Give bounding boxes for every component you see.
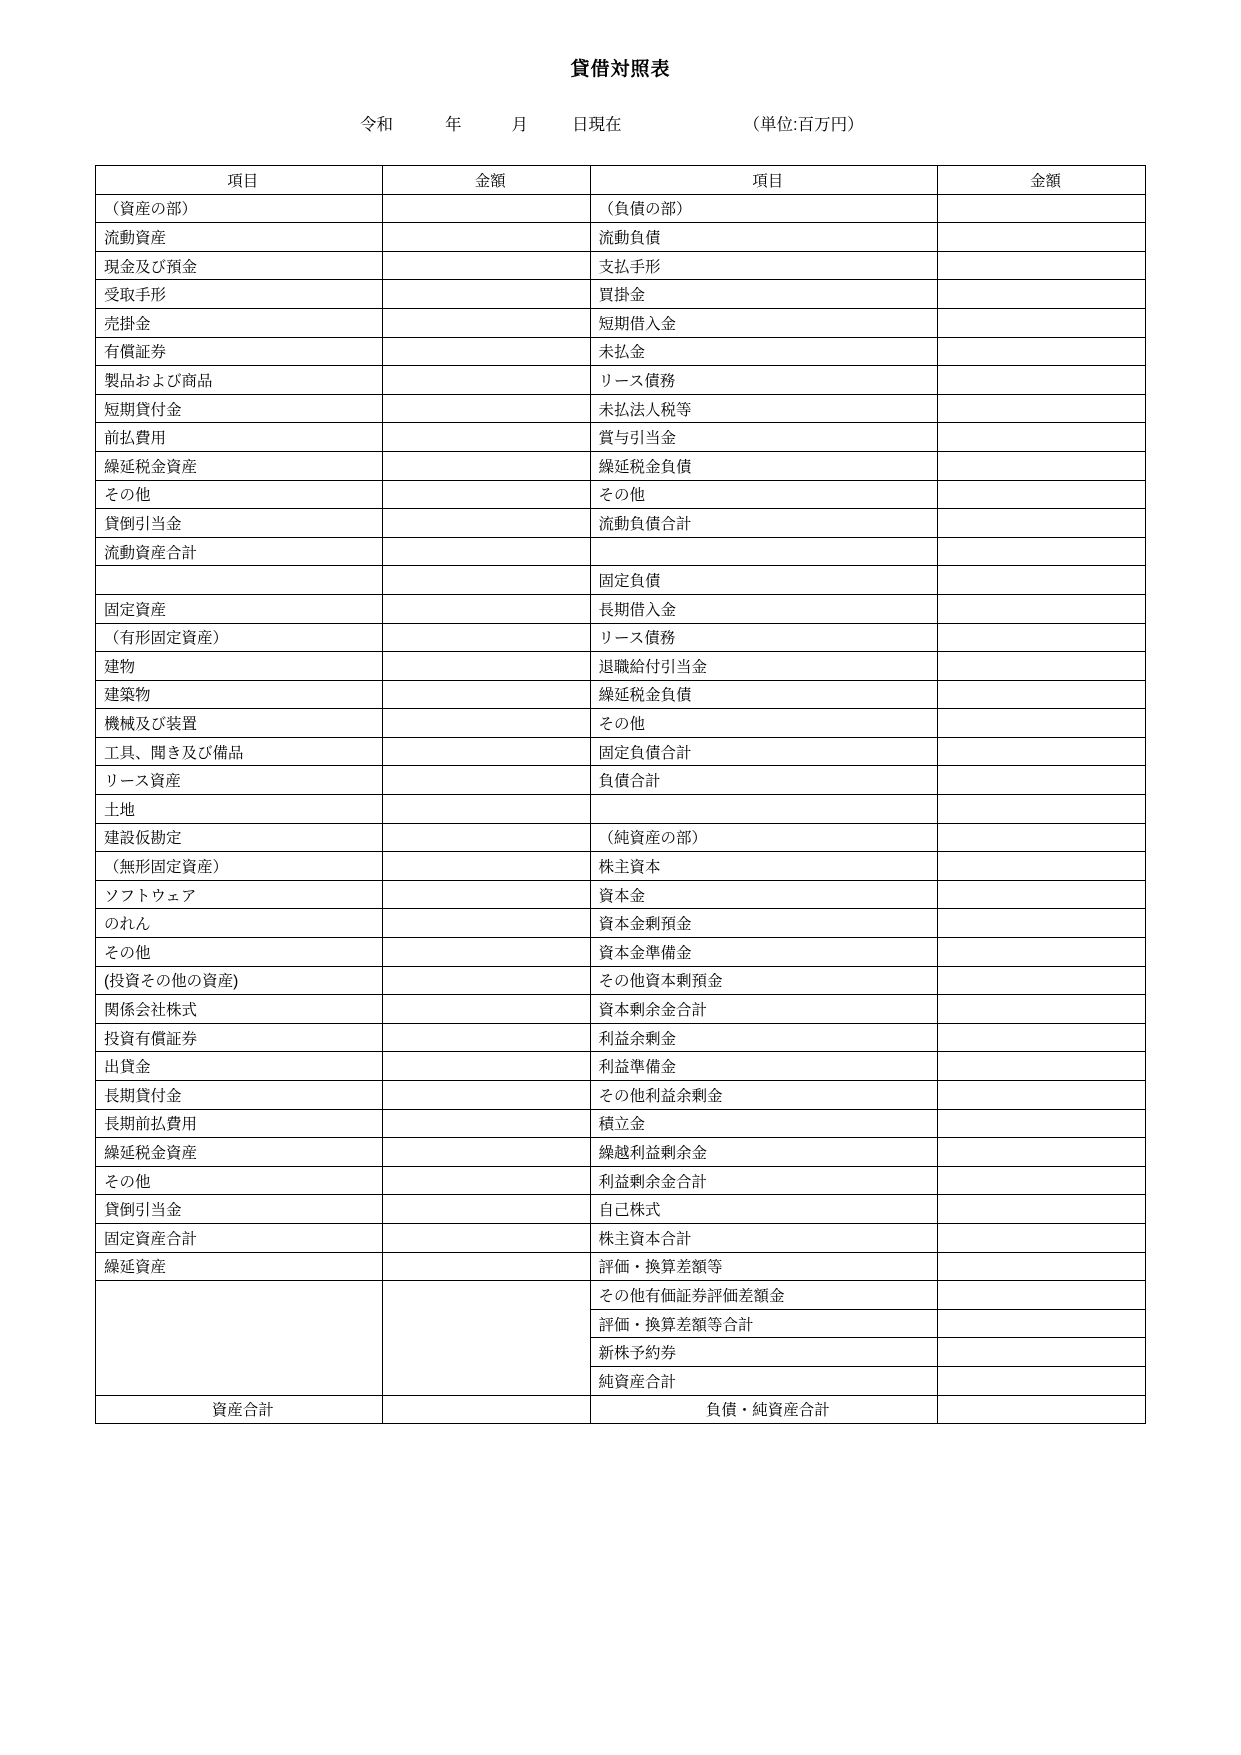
row-right-1-label: 流動負債	[590, 223, 937, 252]
row-left-1-label: 流動資産	[96, 223, 383, 252]
row-left-17-label: 建築物	[96, 680, 383, 709]
row-right-40-amount[interactable]	[938, 1338, 1146, 1367]
row-right-19-label: 固定負債合計	[590, 737, 937, 766]
row-right-41-amount[interactable]	[938, 1366, 1146, 1395]
table-row	[96, 766, 1146, 795]
row-right-blank-12-amount[interactable]	[938, 537, 1146, 566]
row-right-35-label: 自己株式	[590, 1195, 937, 1224]
table-row	[96, 1166, 1146, 1195]
row-left-5-label: 有償証券	[96, 337, 383, 366]
row-left-32-amount[interactable]	[382, 1109, 590, 1138]
row-left-29-amount[interactable]	[382, 1023, 590, 1052]
table-row	[96, 623, 1146, 652]
row-left-23-label: （無形固定資産）	[96, 852, 383, 881]
table-row	[96, 537, 1146, 566]
row-right-29-label: 利益余剰金	[590, 1023, 937, 1052]
table-row	[96, 795, 1146, 824]
row-left-0-amount[interactable]	[382, 194, 590, 223]
row-right-16-label: 退職給付引当金	[590, 652, 937, 681]
header-amount-left: 金額	[382, 166, 590, 195]
row-right-29-amount[interactable]	[938, 1023, 1146, 1052]
row-left-blank-39-amount[interactable]	[382, 1309, 590, 1338]
row-right-8-amount[interactable]	[938, 423, 1146, 452]
row-left-34-amount[interactable]	[382, 1166, 590, 1195]
row-right-32-amount[interactable]	[938, 1109, 1146, 1138]
table-row	[96, 909, 1146, 938]
row-left-1-amount[interactable]	[382, 223, 590, 252]
row-left-9-amount[interactable]	[382, 451, 590, 480]
balance-sheet-table	[95, 165, 1146, 1424]
table-row	[96, 223, 1146, 252]
row-right-33-amount[interactable]	[938, 1138, 1146, 1167]
row-right-4-label: 短期借入金	[590, 308, 937, 337]
unit-note: （単位:百万円）	[743, 116, 864, 134]
total-assets-amount[interactable]	[382, 1395, 590, 1424]
row-right-37-amount[interactable]	[938, 1252, 1146, 1281]
row-left-4-amount[interactable]	[382, 308, 590, 337]
row-left-18-label: 機械及び装置	[96, 709, 383, 738]
row-right-39-label: 評価・換算差額等合計	[590, 1309, 937, 1338]
row-left-18-amount[interactable]	[382, 709, 590, 738]
row-right-3-amount[interactable]	[938, 280, 1146, 309]
row-right-19-amount[interactable]	[938, 737, 1146, 766]
header-item-right: 項目	[590, 166, 937, 195]
row-left-29-label: 投資有償証券	[96, 1023, 383, 1052]
row-left-21-label: 土地	[96, 795, 383, 824]
table-row	[96, 194, 1146, 223]
table-row	[96, 509, 1146, 538]
row-left-36-label: 固定資産合計	[96, 1223, 383, 1252]
row-right-11-amount[interactable]	[938, 509, 1146, 538]
row-left-20-amount[interactable]	[382, 766, 590, 795]
table-row	[96, 251, 1146, 280]
row-left-24-amount[interactable]	[382, 880, 590, 909]
row-right-9-amount[interactable]	[938, 451, 1146, 480]
row-left-11-label: 貸倒引当金	[96, 509, 383, 538]
row-right-33-label: 繰越利益剰余金	[590, 1138, 937, 1167]
row-left-blank-40-amount[interactable]	[382, 1338, 590, 1367]
row-right-1-amount[interactable]	[938, 223, 1146, 252]
row-left-blank-41-label	[96, 1366, 383, 1395]
row-right-20-label: 負債合計	[590, 766, 937, 795]
row-right-26-amount[interactable]	[938, 938, 1146, 967]
table-row	[96, 938, 1146, 967]
table-row	[96, 880, 1146, 909]
row-right-11-label: 流動負債合計	[590, 509, 937, 538]
row-right-10-amount[interactable]	[938, 480, 1146, 509]
row-left-31-label: 長期貸付金	[96, 1081, 383, 1110]
row-left-3-label: 受取手形	[96, 280, 383, 309]
row-right-7-amount[interactable]	[938, 394, 1146, 423]
row-right-blank-21-label	[590, 795, 937, 824]
table-row	[96, 366, 1146, 395]
row-left-34-label: その他	[96, 1166, 383, 1195]
row-left-36-amount[interactable]	[382, 1223, 590, 1252]
table-row	[96, 280, 1146, 309]
table-row	[96, 423, 1146, 452]
row-right-3-label: 買掛金	[590, 280, 937, 309]
table-row	[96, 1052, 1146, 1081]
page-title: 貸借対照表	[570, 59, 671, 80]
row-left-12-label: 流動資産合計	[96, 537, 383, 566]
table-row	[96, 652, 1146, 681]
row-right-15-label: リース債務	[590, 623, 937, 652]
table-row	[96, 1023, 1146, 1052]
table-row	[96, 823, 1146, 852]
table-row	[96, 1223, 1146, 1252]
row-right-15-amount[interactable]	[938, 623, 1146, 652]
row-right-16-amount[interactable]	[938, 652, 1146, 681]
row-right-17-amount[interactable]	[938, 680, 1146, 709]
table-row	[96, 680, 1146, 709]
row-left-6-amount[interactable]	[382, 366, 590, 395]
table-row	[96, 709, 1146, 738]
table-row	[96, 852, 1146, 881]
row-right-31-label: その他利益余剰金	[590, 1081, 937, 1110]
row-left-blank-38-amount[interactable]	[382, 1281, 590, 1310]
row-right-23-amount[interactable]	[938, 852, 1146, 881]
row-right-2-amount[interactable]	[938, 251, 1146, 280]
year-label: 年	[445, 116, 462, 134]
row-left-blank-39-label	[96, 1309, 383, 1338]
row-right-36-amount[interactable]	[938, 1223, 1146, 1252]
row-right-27-amount[interactable]	[938, 966, 1146, 995]
table-header-row	[96, 166, 1146, 195]
table-row	[96, 1309, 1146, 1338]
table-row	[96, 966, 1146, 995]
date-line	[95, 111, 1146, 135]
row-left-33-amount[interactable]	[382, 1138, 590, 1167]
row-left-20-label: リース資産	[96, 766, 383, 795]
row-left-blank-13-label	[96, 566, 383, 595]
row-right-24-label: 資本金	[590, 880, 937, 909]
row-right-28-amount[interactable]	[938, 995, 1146, 1024]
day-label: 日現在	[572, 116, 622, 134]
row-right-31-amount[interactable]	[938, 1081, 1146, 1110]
row-right-20-amount[interactable]	[938, 766, 1146, 795]
row-left-blank-13-amount[interactable]	[382, 566, 590, 595]
table-row	[96, 566, 1146, 595]
table-row	[96, 1281, 1146, 1310]
row-left-37-amount[interactable]	[382, 1252, 590, 1281]
table-row	[96, 337, 1146, 366]
row-left-7-amount[interactable]	[382, 394, 590, 423]
row-right-4-amount[interactable]	[938, 308, 1146, 337]
era-label: 令和	[360, 116, 393, 134]
row-left-30-amount[interactable]	[382, 1052, 590, 1081]
row-right-39-amount[interactable]	[938, 1309, 1146, 1338]
row-left-35-amount[interactable]	[382, 1195, 590, 1224]
row-right-18-amount[interactable]	[938, 709, 1146, 738]
row-left-11-amount[interactable]	[382, 509, 590, 538]
row-left-14-amount[interactable]	[382, 594, 590, 623]
row-left-16-amount[interactable]	[382, 652, 590, 681]
row-right-41-label: 純資産合計	[590, 1366, 937, 1395]
table-body	[96, 194, 1146, 1395]
row-left-blank-41-amount[interactable]	[382, 1366, 590, 1395]
row-left-8-label: 前払費用	[96, 423, 383, 452]
row-right-14-label: 長期借入金	[590, 594, 937, 623]
row-right-0-amount[interactable]	[938, 194, 1146, 223]
row-left-27-amount[interactable]	[382, 966, 590, 995]
row-right-40-label: 新株予約券	[590, 1338, 937, 1367]
table-row	[96, 995, 1146, 1024]
row-right-2-label: 支払手形	[590, 251, 937, 280]
row-right-35-amount[interactable]	[938, 1195, 1146, 1224]
table-row	[96, 1252, 1146, 1281]
row-right-5-label: 未払金	[590, 337, 937, 366]
row-left-10-label: その他	[96, 480, 383, 509]
table-row	[96, 1138, 1146, 1167]
row-left-12-amount[interactable]	[382, 537, 590, 566]
row-right-6-label: リース債務	[590, 366, 937, 395]
row-right-13-amount[interactable]	[938, 566, 1146, 595]
row-left-27-label: (投資その他の資産)	[96, 966, 383, 995]
row-left-2-label: 現金及び預金	[96, 251, 383, 280]
row-right-25-label: 資本金剰預金	[590, 909, 937, 938]
row-left-23-amount[interactable]	[382, 852, 590, 881]
row-left-14-label: 固定資産	[96, 594, 383, 623]
row-left-10-amount[interactable]	[382, 480, 590, 509]
row-left-24-label: ソフトウェア	[96, 880, 383, 909]
table-row	[96, 1195, 1146, 1224]
row-right-23-label: 株主資本	[590, 852, 937, 881]
row-left-3-amount[interactable]	[382, 280, 590, 309]
row-right-17-label: 繰延税金負債	[590, 680, 937, 709]
row-left-22-amount[interactable]	[382, 823, 590, 852]
table-row	[96, 594, 1146, 623]
row-left-37-label: 繰延資産	[96, 1252, 383, 1281]
row-left-blank-38-label	[96, 1281, 383, 1310]
table-row	[96, 1109, 1146, 1138]
row-left-28-amount[interactable]	[382, 995, 590, 1024]
row-left-33-label: 繰延税金資産	[96, 1138, 383, 1167]
row-right-25-amount[interactable]	[938, 909, 1146, 938]
row-left-26-label: その他	[96, 938, 383, 967]
row-left-2-amount[interactable]	[382, 251, 590, 280]
row-right-6-amount[interactable]	[938, 366, 1146, 395]
row-left-31-amount[interactable]	[382, 1081, 590, 1110]
row-left-7-label: 短期貸付金	[96, 394, 383, 423]
row-left-5-amount[interactable]	[382, 337, 590, 366]
row-left-15-label: （有形固定資産）	[96, 623, 383, 652]
row-right-14-amount[interactable]	[938, 594, 1146, 623]
row-left-28-label: 関係会社株式	[96, 995, 383, 1024]
row-left-32-label: 長期前払費用	[96, 1109, 383, 1138]
row-right-10-label: その他	[590, 480, 937, 509]
row-right-30-amount[interactable]	[938, 1052, 1146, 1081]
row-right-34-label: 利益剰余金合計	[590, 1166, 937, 1195]
row-right-30-label: 利益準備金	[590, 1052, 937, 1081]
row-left-17-amount[interactable]	[382, 680, 590, 709]
table-row	[96, 1366, 1146, 1395]
row-right-13-label: 固定負債	[590, 566, 937, 595]
row-left-35-label: 貸倒引当金	[96, 1195, 383, 1224]
row-left-9-label: 繰延税金資産	[96, 451, 383, 480]
header-amount-right: 金額	[938, 166, 1146, 195]
row-right-28-label: 資本剰余金合計	[590, 995, 937, 1024]
row-left-16-label: 建物	[96, 652, 383, 681]
row-left-22-label: 建設仮勘定	[96, 823, 383, 852]
row-right-22-label: （純資産の部）	[590, 823, 937, 852]
table-row	[96, 308, 1146, 337]
row-left-21-amount[interactable]	[382, 795, 590, 824]
row-left-25-label: のれん	[96, 909, 383, 938]
row-right-blank-12-label	[590, 537, 937, 566]
row-right-7-label: 未払法人税等	[590, 394, 937, 423]
table-row	[96, 451, 1146, 480]
row-right-36-label: 株主資本合計	[590, 1223, 937, 1252]
row-right-0-label: （負債の部）	[590, 194, 937, 223]
row-right-8-label: 賞与引当金	[590, 423, 937, 452]
total-liabilities-equity-amount[interactable]	[938, 1395, 1146, 1424]
row-left-4-label: 売掛金	[96, 308, 383, 337]
row-right-27-label: その他資本剰預金	[590, 966, 937, 995]
row-left-19-label: 工具、聞き及び備品	[96, 737, 383, 766]
total-liabilities-equity-label: 負債・純資産合計	[590, 1395, 937, 1424]
row-right-32-label: 積立金	[590, 1109, 937, 1138]
row-right-blank-21-amount[interactable]	[938, 795, 1146, 824]
row-right-38-label: その他有価証券評価差額金	[590, 1281, 937, 1310]
row-right-18-label: その他	[590, 709, 937, 738]
row-left-25-amount[interactable]	[382, 909, 590, 938]
month-label: 月	[511, 116, 528, 134]
row-right-22-amount[interactable]	[938, 823, 1146, 852]
row-right-26-label: 資本金準備金	[590, 938, 937, 967]
row-left-26-amount[interactable]	[382, 938, 590, 967]
table-row	[96, 737, 1146, 766]
table-row	[96, 1338, 1146, 1367]
row-left-0-label: （資産の部）	[96, 194, 383, 223]
row-left-blank-40-label	[96, 1338, 383, 1367]
table-row	[96, 1081, 1146, 1110]
row-right-34-amount[interactable]	[938, 1166, 1146, 1195]
table-row	[96, 480, 1146, 509]
table-total-row	[96, 1395, 1146, 1424]
row-left-30-label: 出貸金	[96, 1052, 383, 1081]
row-right-37-label: 評価・換算差額等	[590, 1252, 937, 1281]
row-right-5-amount[interactable]	[938, 337, 1146, 366]
row-left-6-label: 製品および商品	[96, 366, 383, 395]
row-left-15-amount[interactable]	[382, 623, 590, 652]
row-right-9-label: 繰延税金負債	[590, 451, 937, 480]
row-right-38-amount[interactable]	[938, 1281, 1146, 1310]
total-assets-label: 資産合計	[96, 1395, 383, 1424]
header-item-left: 項目	[96, 166, 383, 195]
table-row	[96, 394, 1146, 423]
row-left-8-amount[interactable]	[382, 423, 590, 452]
row-left-19-amount[interactable]	[382, 737, 590, 766]
row-right-24-amount[interactable]	[938, 880, 1146, 909]
